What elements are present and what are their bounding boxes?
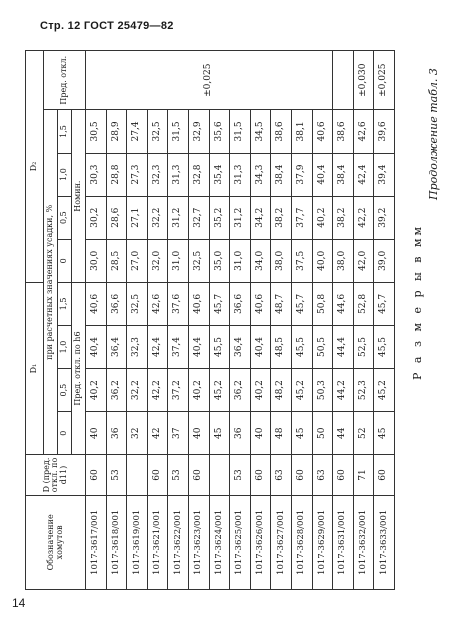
col-tolerance: Пред. откл.	[44, 51, 86, 110]
cell-d1: 36	[106, 412, 127, 455]
cell-d1: 37,4	[168, 325, 189, 368]
cell-d2: 31,5	[168, 110, 189, 153]
cell-d2: 28,5	[106, 239, 127, 282]
cell-d1: 40	[188, 412, 209, 455]
cell-d1: 44,6	[333, 282, 354, 325]
cell-designation: 1017-3631/001	[333, 495, 354, 589]
cell-designation: 1017-3626/001	[250, 495, 271, 589]
table-row	[271, 51, 292, 590]
cell-d2: 28,9	[106, 110, 127, 153]
cell-tolerance: ±0,030	[353, 51, 374, 110]
cell-D: 60	[291, 455, 312, 495]
cell-d1: 37,2	[168, 369, 189, 412]
table-row	[353, 51, 374, 590]
cell-designation: 1017-3629/001	[312, 495, 333, 589]
cell-d1: 32,5	[127, 282, 148, 325]
cell-d2: 39,6	[374, 110, 395, 153]
cell-d2: 27,4	[127, 110, 148, 153]
cell-d1: 36,6	[230, 282, 251, 325]
cell-d2: 38,1	[291, 110, 312, 153]
cell-d1: 44,4	[333, 325, 354, 368]
cell-d1: 45	[374, 412, 395, 455]
cell-d1: 45,5	[291, 325, 312, 368]
col-designation: Обозначение хомутов	[26, 495, 86, 589]
table-row	[333, 51, 354, 590]
cell-designation: 1017-3624/001	[209, 495, 230, 589]
cell-d1: 45,2	[209, 369, 230, 412]
col-shrinkage: при расчетных значениях усадки, %	[44, 110, 58, 455]
cell-d2: 31,3	[230, 153, 251, 196]
cell-d2: 38,2	[271, 196, 292, 239]
cell-D: 60	[333, 455, 354, 495]
table-row	[374, 51, 395, 590]
cell-d1: 36,4	[230, 325, 251, 368]
cell-d1: 32,3	[127, 325, 148, 368]
cell-d2: 42,4	[353, 153, 374, 196]
cell-d1: 42,2	[147, 369, 168, 412]
table-row	[209, 51, 230, 590]
table-row	[127, 51, 148, 590]
dimensions-table	[25, 50, 395, 590]
table-title: Р а з м е р ы в мм	[411, 223, 424, 380]
table-row	[86, 51, 107, 590]
continuation-label: Продолжение табл. 3	[427, 68, 440, 200]
table-row	[230, 51, 251, 590]
cell-d1: 45,2	[374, 369, 395, 412]
cell-d2: 30,5	[86, 110, 107, 153]
cell-d2: 38,4	[271, 153, 292, 196]
cell-tolerance: ±0,025	[86, 51, 333, 110]
cell-designation: 1017-3633/001	[374, 495, 395, 589]
shrink-0: 0	[58, 412, 72, 455]
cell-d2: 37,5	[291, 239, 312, 282]
cell-d2: 31,0	[168, 239, 189, 282]
cell-D: 53	[168, 455, 189, 495]
cell-d1: 45,7	[374, 282, 395, 325]
cell-d1: 48	[271, 412, 292, 455]
cell-tolerance: ±0,025	[374, 51, 395, 110]
cell-d2: 32,3	[147, 153, 168, 196]
cell-designation: 1017-3627/001	[271, 495, 292, 589]
cell-d2: 42,6	[353, 110, 374, 153]
cell-d1: 37,6	[168, 282, 189, 325]
cell-d2: 39,4	[374, 153, 395, 196]
cell-d1: 50,5	[312, 325, 333, 368]
cell-D: 53	[106, 455, 127, 495]
cell-d2: 38,4	[333, 153, 354, 196]
cell-d2: 34,5	[250, 110, 271, 153]
cell-d2: 35,0	[209, 239, 230, 282]
table-body	[86, 51, 395, 590]
cell-d1: 36,4	[106, 325, 127, 368]
cell-d1: 36	[230, 412, 251, 455]
cell-d2: 28,6	[106, 196, 127, 239]
cell-d1: 50,8	[312, 282, 333, 325]
page-number: 14	[12, 596, 26, 610]
cell-d2: 32,5	[147, 110, 168, 153]
table-row	[188, 51, 209, 590]
cell-d1: 45	[209, 412, 230, 455]
col-D1: D₁	[26, 282, 44, 454]
table-row	[312, 51, 333, 590]
table-row	[106, 51, 127, 590]
cell-d1: 45	[291, 412, 312, 455]
cell-d1: 45,2	[291, 369, 312, 412]
cell-d2: 31,0	[230, 239, 251, 282]
cell-D	[127, 455, 148, 495]
shrink-10-d2: 1,0	[58, 153, 72, 196]
shrink-15-d2: 1,5	[58, 110, 72, 153]
cell-d1: 42,4	[147, 325, 168, 368]
cell-d1: 50,3	[312, 369, 333, 412]
cell-d2: 40,2	[312, 196, 333, 239]
cell-D: 60	[147, 455, 168, 495]
cell-d2: 37,9	[291, 153, 312, 196]
cell-d1: 36,6	[106, 282, 127, 325]
cell-d2: 30,2	[86, 196, 107, 239]
cell-designation: 1017-3625/001	[230, 495, 251, 589]
cell-D: 63	[312, 455, 333, 495]
cell-d2: 34,3	[250, 153, 271, 196]
cell-d2: 31,2	[168, 196, 189, 239]
cell-d2: 32,5	[188, 239, 209, 282]
cell-d1: 44,2	[333, 369, 354, 412]
cell-d1: 40,2	[250, 369, 271, 412]
cell-d1: 42,6	[147, 282, 168, 325]
cell-d1: 45,7	[291, 282, 312, 325]
cell-d2: 38,6	[333, 110, 354, 153]
cell-d1: 40,4	[250, 325, 271, 368]
cell-d2: 28,8	[106, 153, 127, 196]
cell-d1: 37	[168, 412, 189, 455]
cell-designation: 1017-3619/001	[127, 495, 148, 589]
table-row	[250, 51, 271, 590]
table-row	[147, 51, 168, 590]
cell-d2: 31,3	[168, 153, 189, 196]
cell-d1: 40,2	[86, 369, 107, 412]
cell-d1: 52,8	[353, 282, 374, 325]
table-row	[291, 51, 312, 590]
cell-d2: 38,0	[271, 239, 292, 282]
cell-d2: 34,2	[250, 196, 271, 239]
shrink-15: 1,5	[58, 282, 72, 325]
cell-d2: 27,0	[127, 239, 148, 282]
cell-d1: 40	[86, 412, 107, 455]
cell-d1: 40	[250, 412, 271, 455]
cell-d1: 42	[147, 412, 168, 455]
cell-D: 53	[230, 455, 251, 495]
cell-d1: 45,7	[209, 282, 230, 325]
cell-d2: 40,6	[312, 110, 333, 153]
cell-d1: 32,2	[127, 369, 148, 412]
cell-designation: 1017-3618/001	[106, 495, 127, 589]
cell-d1: 52,5	[353, 325, 374, 368]
col-D2: D₂	[26, 51, 44, 283]
cell-d2: 38,2	[333, 196, 354, 239]
cell-d2: 39,2	[374, 196, 395, 239]
cell-d1: 40,4	[86, 325, 107, 368]
cell-designation: 1017-3628/001	[291, 495, 312, 589]
table-row	[168, 51, 189, 590]
cell-d2: 40,4	[312, 153, 333, 196]
cell-d1: 40,4	[188, 325, 209, 368]
cell-d1: 45,5	[374, 325, 395, 368]
cell-d2: 39,0	[374, 239, 395, 282]
tol-h6: Пред. откл. по h6	[72, 282, 86, 454]
cell-d1: 52	[353, 412, 374, 455]
cell-d2: 37,7	[291, 196, 312, 239]
cell-designation: 1017-3632/001	[353, 495, 374, 589]
cell-D: 60	[86, 455, 107, 495]
col-D: D (пред. откл. по d11)	[26, 455, 86, 495]
cell-d2: 32,8	[188, 153, 209, 196]
cell-d1: 48,5	[271, 325, 292, 368]
cell-d2: 30,0	[86, 239, 107, 282]
nomin: Номин.	[72, 110, 86, 282]
rotated-table-area	[25, 50, 440, 590]
cell-d2: 38,0	[333, 239, 354, 282]
cell-d1: 40,6	[250, 282, 271, 325]
cell-d1: 48,2	[271, 369, 292, 412]
cell-d1: 32	[127, 412, 148, 455]
cell-designation: 1017-3623/001	[188, 495, 209, 589]
cell-d2: 38,6	[271, 110, 292, 153]
cell-d2: 35,4	[209, 153, 230, 196]
cell-d2: 32,7	[188, 196, 209, 239]
cell-d2: 30,3	[86, 153, 107, 196]
cell-designation: 1017-3617/001	[86, 495, 107, 589]
page-header: Стр. 12 ГОСТ 25479—82	[40, 20, 174, 32]
cell-d2: 32,0	[147, 239, 168, 282]
cell-d2: 32,9	[188, 110, 209, 153]
cell-d2: 27,1	[127, 196, 148, 239]
cell-d2: 32,2	[147, 196, 168, 239]
cell-d2: 34,0	[250, 239, 271, 282]
cell-d1: 50	[312, 412, 333, 455]
cell-d1: 45,5	[209, 325, 230, 368]
cell-d2: 35,6	[209, 110, 230, 153]
cell-d2: 40,0	[312, 239, 333, 282]
cell-tolerance-empty	[333, 51, 354, 110]
cell-d1: 40,2	[188, 369, 209, 412]
cell-d2: 31,5	[230, 110, 251, 153]
shrink-05-d2: 0,5	[58, 196, 72, 239]
cell-d2: 31,2	[230, 196, 251, 239]
cell-d2: 35,2	[209, 196, 230, 239]
cell-d1: 52,3	[353, 369, 374, 412]
cell-d2: 42,2	[353, 196, 374, 239]
cell-D: 71	[353, 455, 374, 495]
cell-D: 63	[271, 455, 292, 495]
cell-D	[209, 455, 230, 495]
cell-designation: 1017-3621/001	[147, 495, 168, 589]
shrink-05: 0,5	[58, 369, 72, 412]
shrink-10: 1,0	[58, 325, 72, 368]
cell-d1: 40,6	[86, 282, 107, 325]
cell-d1: 36,2	[230, 369, 251, 412]
cell-d1: 36,2	[106, 369, 127, 412]
cell-d1: 40,6	[188, 282, 209, 325]
cell-d1: 44	[333, 412, 354, 455]
cell-d2: 27,3	[127, 153, 148, 196]
cell-designation: 1017-3622/001	[168, 495, 189, 589]
cell-D: 60	[374, 455, 395, 495]
cell-D: 60	[188, 455, 209, 495]
shrink-0-d2: 0	[58, 239, 72, 282]
cell-d2: 42,0	[353, 239, 374, 282]
cell-d1: 48,7	[271, 282, 292, 325]
cell-D: 60	[250, 455, 271, 495]
